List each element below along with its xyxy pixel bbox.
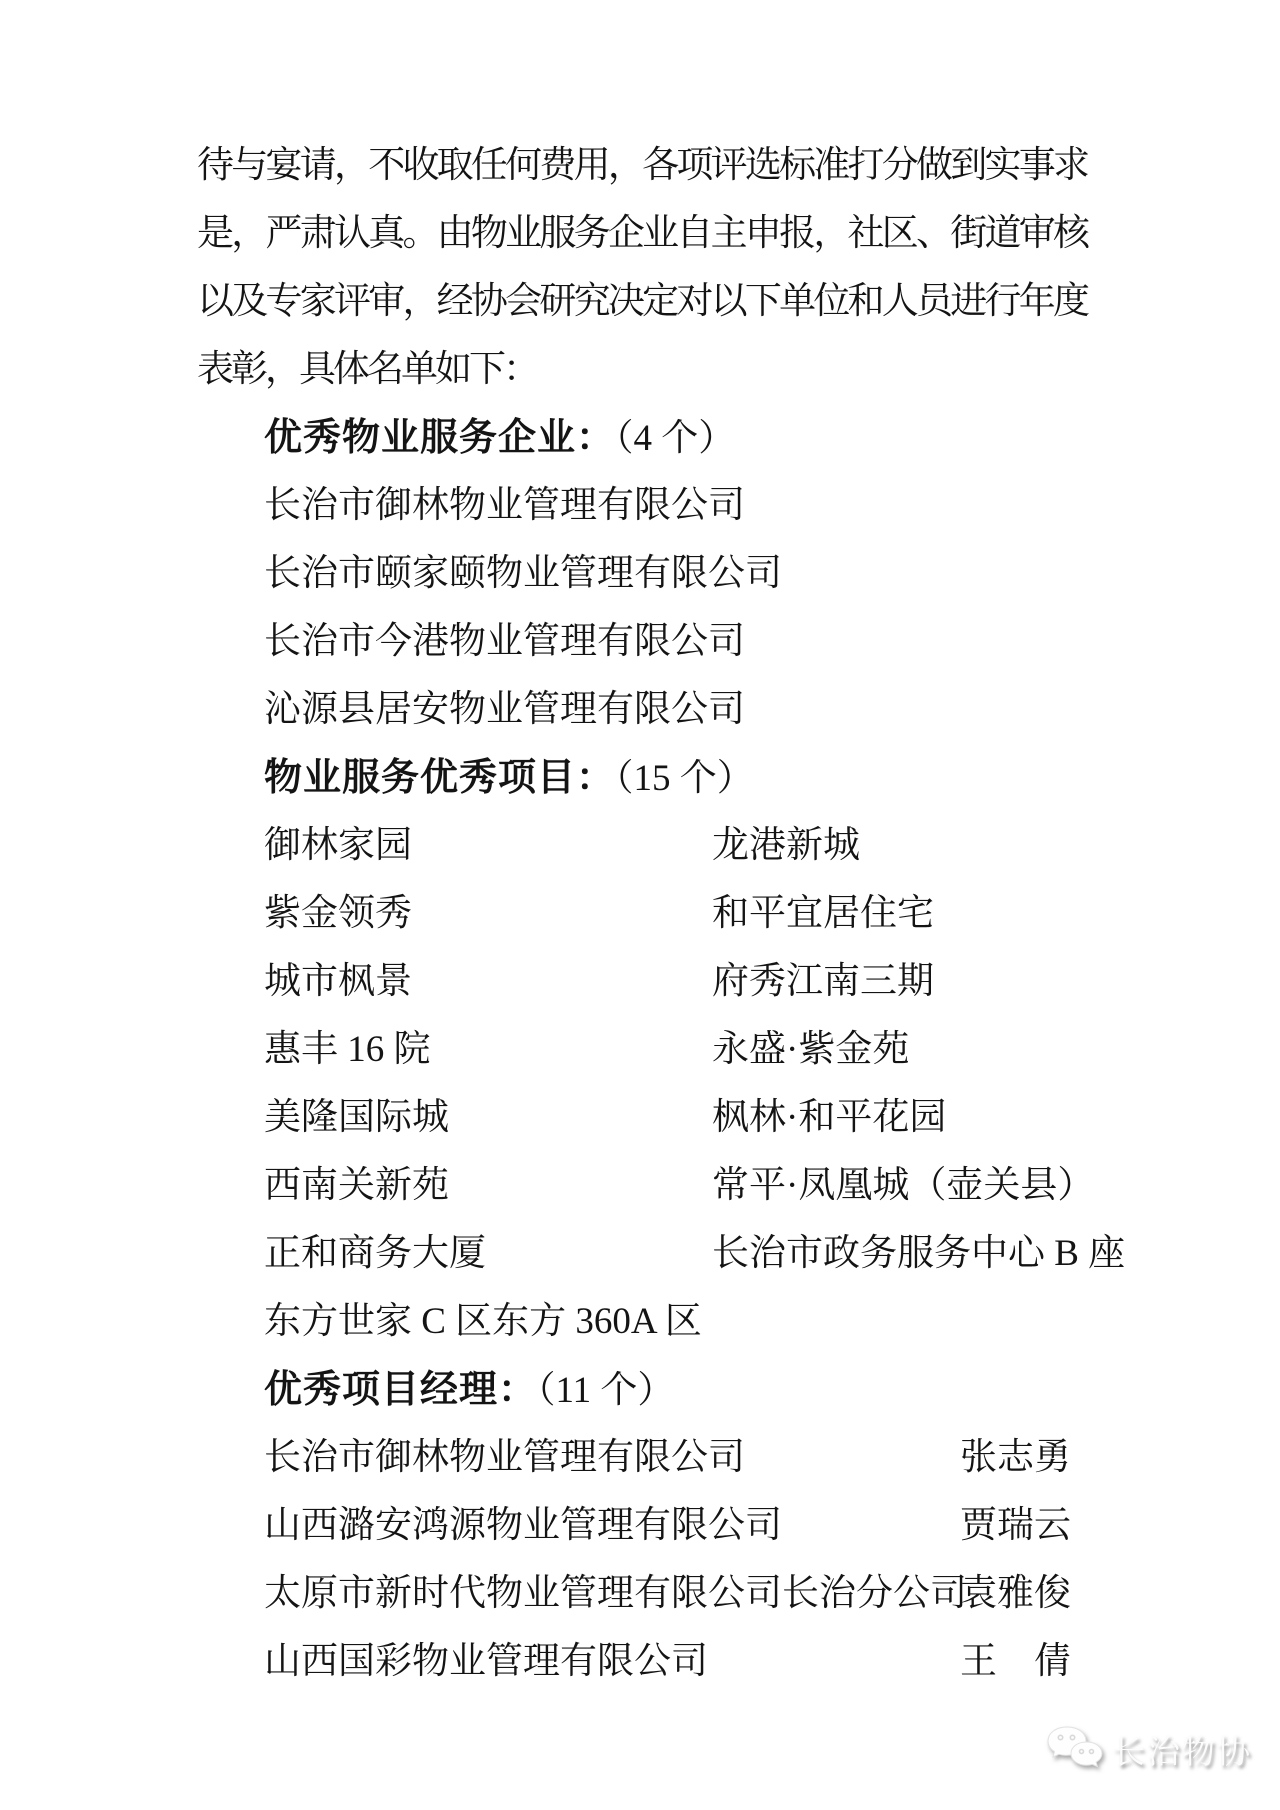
manager-company: 山西国彩物业管理有限公司 <box>264 1641 708 1682</box>
project-item-right: 和平宜居住宅 <box>712 893 934 934</box>
section-title-managers <box>264 1356 674 1424</box>
enterprise-item: 沁源县居安物业管理有限公司 <box>264 689 745 730</box>
project-item-right: 龙港新城 <box>712 825 860 866</box>
project-item-right: 永盛·紫金苑 <box>712 1029 910 1070</box>
project-item-right: 长治市政务服务中心 B 座 <box>712 1233 1126 1274</box>
section-title-enterprises <box>264 404 735 472</box>
enterprise-item: 长治市今港物业管理有限公司 <box>264 621 745 662</box>
manager-company: 长治市御林物业管理有限公司 <box>264 1437 745 1478</box>
section-title-enterprises-text: 优秀物业服务企业： <box>264 417 616 459</box>
project-item-left: 紫金领秀 <box>264 893 412 934</box>
section-title-managers-text: 优秀项目经理： <box>264 1369 538 1411</box>
project-item-left: 惠丰 16 院 <box>264 1029 431 1070</box>
project-item-left: 美隆国际城 <box>264 1097 449 1138</box>
project-item-left: 城市枫景 <box>264 961 412 1002</box>
project-item-left: 正和商务大厦 <box>264 1233 486 1274</box>
section-count-managers: （11 个） <box>537 1370 675 1411</box>
manager-name: 袁雅俊 <box>960 1573 1071 1614</box>
section-count-projects: （15 个） <box>615 758 754 799</box>
manager-company: 山西潞安鸿源物业管理有限公司 <box>264 1505 782 1546</box>
project-item-right: 枫林·和平花园 <box>712 1097 947 1138</box>
watermark-label: 长治物协 <box>1112 1733 1252 1770</box>
manager-name: 贾瑞云 <box>960 1505 1071 1546</box>
project-item-right: 常平·凤凰城（壶关县） <box>712 1165 1095 1206</box>
section-title-projects <box>264 744 754 812</box>
wechat-icon <box>1046 1725 1104 1780</box>
intro-line-1: 待与宴请，不收取任何费用，各项评选标准打分做到实事求 <box>197 145 1087 186</box>
intro-line-2: 是，严肃认真。由物业服务企业自主申报，社区、街道审核 <box>197 213 1087 254</box>
project-item-left: 御林家园 <box>264 825 412 866</box>
manager-name: 王 倩 <box>960 1641 1071 1682</box>
project-item-last: 东方世家 C 区东方 360A 区 <box>264 1301 702 1342</box>
section-title-projects-text: 物业服务优秀项目： <box>264 757 616 799</box>
intro-line-4: 表彰，具体名单如下： <box>197 349 537 390</box>
manager-name: 张志勇 <box>960 1437 1071 1478</box>
watermark <box>1046 1726 1252 1778</box>
manager-company: 太原市新时代物业管理有限公司长治分公司 <box>264 1573 967 1614</box>
project-item-left: 西南关新苑 <box>264 1165 449 1206</box>
section-count-enterprises: （4 个） <box>615 418 736 459</box>
enterprise-item: 长治市颐家颐物业管理有限公司 <box>264 553 782 594</box>
project-item-right: 府秀江南三期 <box>712 961 934 1002</box>
intro-line-3: 以及专家评审，经协会研究决定对以下单位和人员进行年度 <box>197 281 1087 322</box>
enterprise-item: 长治市御林物业管理有限公司 <box>264 485 745 526</box>
